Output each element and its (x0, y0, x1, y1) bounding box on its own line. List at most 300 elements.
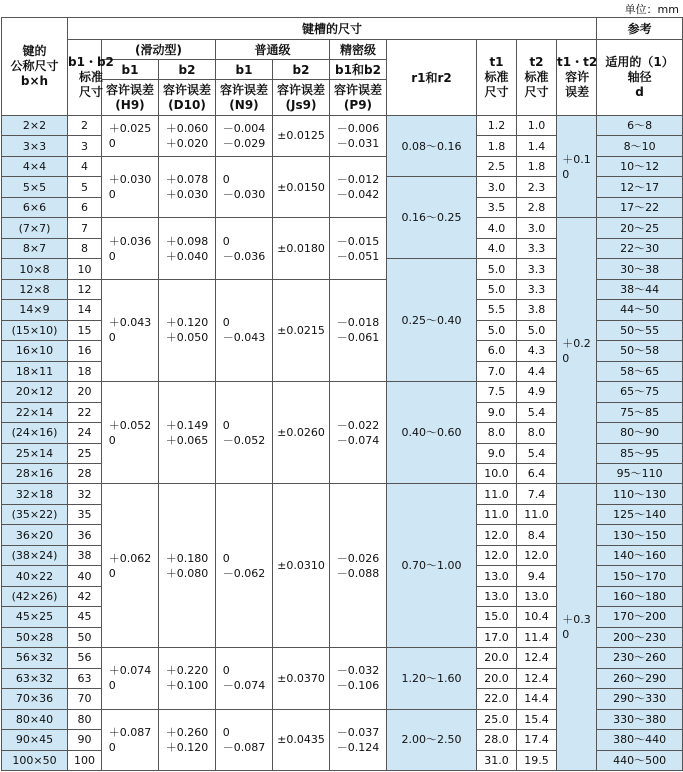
tol-js9-text: ±0.0180 (277, 242, 325, 256)
col-tol-js9: 容许误差 (Js9) (273, 80, 330, 116)
tol-d10 (159, 218, 216, 279)
tol-p9-text: －0.012 －0.042 (336, 173, 380, 202)
tol-js9-text: ±0.0310 (277, 559, 325, 573)
col-tol-d10: 容许误差 (D10) (159, 80, 216, 116)
tol-n9 (216, 382, 273, 484)
key-size-text: 50×28 (15, 630, 54, 644)
key-size-text: (38×24) (11, 549, 58, 563)
t1-value (477, 136, 517, 156)
tol-d10 (159, 484, 216, 648)
tol-d10 (159, 648, 216, 709)
t1-value-text: 5.0 (487, 282, 506, 296)
t2-value-text: 12.4 (524, 651, 549, 665)
shaft-diameter (597, 689, 683, 709)
key-size-text: (42×26) (11, 590, 58, 604)
t2-value-text: 3.3 (527, 242, 546, 256)
col-t2: t2 标准 尺寸 (517, 40, 557, 116)
t2-value (517, 648, 557, 668)
b-standard-text: 63 (77, 671, 92, 685)
shaft-diameter (597, 545, 683, 565)
tol-d10-text: ＋0.180 ＋0.080 (165, 551, 209, 580)
shaft-diameter (597, 750, 683, 770)
b-standard (68, 279, 102, 299)
shaft-diameter (597, 300, 683, 320)
shaft-diameter (597, 668, 683, 688)
shaft-diameter-text: 6～8 (627, 119, 653, 133)
key-size (2, 402, 68, 422)
tol-js9 (273, 156, 330, 217)
t2-value-text: 1.4 (527, 139, 546, 153)
t2-value (517, 689, 557, 709)
t2-value-text: 12.4 (524, 671, 549, 685)
col-groove-dims: 键槽的尺寸 (68, 18, 597, 40)
key-size-text: 28×16 (15, 467, 54, 481)
b-standard-text: 22 (77, 405, 92, 419)
t2-value-text: 11.0 (524, 508, 549, 522)
key-size-text: 100×50 (12, 753, 57, 767)
tol-h9 (102, 116, 159, 157)
key-size-text: (24×16) (11, 426, 58, 440)
tol-n9-text: 0 －0.087 (222, 725, 266, 754)
b-standard (68, 709, 102, 729)
b-standard (68, 341, 102, 361)
key-size-text: 36×20 (15, 528, 54, 542)
t1-value (477, 177, 517, 197)
t2-value (517, 586, 557, 606)
shaft-diameter-text: 200～230 (613, 630, 667, 644)
t2-value-text: 8.4 (527, 528, 546, 542)
tol-n9-text: －0.004 －0.029 (222, 121, 266, 150)
tol-js9-text: ±0.0215 (277, 323, 325, 337)
t2-value-text: 7.4 (527, 487, 546, 501)
t1-value (477, 382, 517, 402)
t1-value-text: 25.0 (484, 712, 509, 726)
shaft-diameter (597, 116, 683, 136)
b-standard (68, 648, 102, 668)
key-size-text: (35×22) (11, 508, 58, 522)
t1-value (477, 320, 517, 340)
t2-value-text: 4.9 (527, 385, 546, 399)
tol-n9 (216, 116, 273, 157)
t1-value-text: 20.0 (484, 651, 509, 665)
t2-value-text: 13.0 (524, 590, 549, 604)
col-shaft-dia: 适用的（1） 轴径 d (597, 40, 683, 116)
t2-value-text: 11.4 (524, 630, 549, 644)
tol-n9-text: 0 －0.036 (222, 234, 266, 263)
t2-value (517, 525, 557, 545)
b-standard-text: 36 (77, 528, 92, 542)
shaft-diameter (597, 238, 683, 258)
key-size (2, 238, 68, 258)
t2-value-text: 4.3 (527, 344, 546, 358)
table-row (2, 116, 683, 136)
t1-value-text: 31.0 (484, 753, 509, 767)
t2-value (517, 136, 557, 156)
tol-p9-text: －0.022 －0.074 (336, 418, 380, 447)
tol-js9 (273, 709, 330, 770)
key-size (2, 627, 68, 647)
shaft-diameter-text: 65～75 (620, 385, 660, 399)
col-t1: t1 标准 尺寸 (477, 40, 517, 116)
col-b2-normal: b2 (273, 60, 330, 80)
key-size (2, 463, 68, 483)
t2-value-text: 3.3 (527, 262, 546, 276)
t-tolerance-text: ＋0.1 0 (562, 152, 591, 181)
shaft-diameter-text: 380～440 (613, 733, 667, 747)
t2-value-text: 14.4 (524, 692, 549, 706)
t1-value (477, 525, 517, 545)
b-standard-text: 80 (77, 712, 92, 726)
b-standard-text: 100 (74, 753, 95, 767)
key-size (2, 586, 68, 606)
b-standard-text: 6 (81, 201, 88, 215)
col-t-tol: t1・t2 容许 误差 (557, 40, 597, 116)
key-size-text: 16×10 (15, 344, 54, 358)
tol-h9 (102, 279, 159, 381)
tol-js9-text: ±0.0370 (277, 671, 325, 685)
t1-value (477, 463, 517, 483)
t2-value-text: 19.5 (524, 753, 549, 767)
t1-value (477, 300, 517, 320)
t1-value (477, 709, 517, 729)
tol-d10 (159, 382, 216, 484)
key-size (2, 423, 68, 443)
t1-value (477, 627, 517, 647)
b-standard-text: 45 (77, 610, 92, 624)
t2-value (517, 463, 557, 483)
key-size (2, 443, 68, 463)
col-tol-n9: 容许误差 (N9) (216, 80, 273, 116)
shaft-diameter-text: 440～500 (613, 753, 667, 767)
t2-value (517, 300, 557, 320)
tol-h9-text: ＋0.052 0 (108, 418, 152, 447)
tol-js9 (273, 648, 330, 709)
key-groove-table (1, 17, 683, 771)
key-size-text: 12×8 (19, 282, 50, 296)
shaft-diameter-text: 230～260 (613, 651, 667, 665)
shaft-diameter (597, 627, 683, 647)
t1-value (477, 197, 517, 217)
b-standard (68, 382, 102, 402)
r-range-text: 0.08～0.16 (401, 139, 462, 153)
b-standard-text: 3 (81, 139, 88, 153)
t2-value (517, 402, 557, 422)
t2-value-text: 10.4 (524, 610, 549, 624)
r-range (387, 116, 477, 177)
t2-value (517, 218, 557, 238)
col-r1r2: r1和r2 (387, 40, 477, 116)
tol-n9 (216, 218, 273, 279)
shaft-diameter-text: 20～25 (620, 221, 660, 235)
t1-value-text: 15.0 (484, 610, 509, 624)
shaft-diameter-text: 85～95 (620, 446, 660, 460)
t1-value-text: 3.5 (487, 201, 506, 215)
t2-value-text: 3.3 (527, 282, 546, 296)
shaft-diameter (597, 361, 683, 381)
t1-value-text: 1.8 (487, 139, 506, 153)
t1-value (477, 484, 517, 504)
key-size-text: 20×12 (15, 385, 54, 399)
key-size-text: 8×7 (22, 242, 47, 256)
tol-d10 (159, 156, 216, 217)
tol-n9-text: 0 －0.043 (222, 316, 266, 345)
t1-value-text: 11.0 (484, 508, 509, 522)
b-standard (68, 463, 102, 483)
tol-d10-text: ＋0.149 ＋0.065 (165, 418, 209, 447)
b-standard (68, 730, 102, 750)
r-range (387, 259, 477, 382)
shaft-diameter-text: 160～180 (613, 590, 667, 604)
t1-value-text: 11.0 (484, 487, 509, 501)
b-standard-text: 5 (81, 180, 88, 194)
shaft-diameter-text: 50～55 (620, 323, 660, 337)
b-standard (68, 218, 102, 238)
t2-value-text: 2.8 (527, 201, 546, 215)
tol-n9 (216, 156, 273, 217)
shaft-diameter-text: 110～130 (613, 487, 667, 501)
b-standard (68, 668, 102, 688)
t2-value (517, 423, 557, 443)
shaft-diameter-text: 38～44 (620, 282, 660, 296)
tol-n9 (216, 709, 273, 770)
key-size (2, 279, 68, 299)
shaft-diameter-text: 8～10 (623, 139, 656, 153)
tol-js9-text: ±0.0150 (277, 180, 325, 194)
t1-value-text: 10.0 (484, 467, 509, 481)
tol-h9 (102, 156, 159, 217)
key-size-text: 25×14 (15, 446, 54, 460)
key-size (2, 689, 68, 709)
t2-value (517, 156, 557, 176)
t2-value-text: 2.3 (527, 180, 546, 194)
shaft-diameter-text: 75～85 (620, 405, 660, 419)
tol-p9 (330, 279, 387, 381)
shaft-diameter (597, 648, 683, 668)
shaft-diameter-text: 17～22 (620, 201, 660, 215)
t2-value-text: 4.4 (527, 364, 546, 378)
tol-d10-text: ＋0.220 ＋0.100 (165, 664, 209, 693)
key-size (2, 525, 68, 545)
key-size (2, 136, 68, 156)
tol-js9-text: ±0.0260 (277, 426, 325, 440)
key-size-text: 80×40 (15, 712, 54, 726)
tol-n9 (216, 484, 273, 648)
r-range-text: 1.20～1.60 (401, 671, 462, 685)
key-size (2, 709, 68, 729)
b-standard-text: 56 (77, 651, 92, 665)
tol-h9-text: ＋0.043 0 (108, 316, 152, 345)
t1-value (477, 259, 517, 279)
t2-value-text: 5.4 (527, 405, 546, 419)
t2-value-text: 5.0 (527, 323, 546, 337)
shaft-diameter (597, 402, 683, 422)
tol-p9 (330, 648, 387, 709)
shaft-diameter-text: 330～380 (613, 712, 667, 726)
b-standard (68, 484, 102, 504)
key-size-text: (7×7) (18, 221, 51, 235)
key-size-text: 5×5 (22, 180, 47, 194)
b-standard-text: 28 (77, 467, 92, 481)
shaft-diameter (597, 259, 683, 279)
tol-h9 (102, 484, 159, 648)
b-standard (68, 545, 102, 565)
table-body (2, 116, 683, 771)
t1-value-text: 1.2 (487, 119, 506, 133)
b-standard-text: 70 (77, 692, 92, 706)
t-tolerance (557, 116, 597, 218)
t1-value (477, 156, 517, 176)
r-range-text: 0.70～1.00 (401, 559, 462, 573)
b-standard-text: 24 (77, 426, 92, 440)
col-sliding: (滑动型) (102, 40, 216, 60)
tol-d10-text: ＋0.260 ＋0.120 (165, 725, 209, 754)
tol-h9 (102, 648, 159, 709)
b-standard (68, 259, 102, 279)
t1-value-text: 22.0 (484, 692, 509, 706)
key-size-text: (15×10) (11, 323, 58, 337)
t2-value (517, 116, 557, 136)
t1-value (477, 545, 517, 565)
t1-value (477, 607, 517, 627)
tol-d10 (159, 116, 216, 157)
t2-value (517, 750, 557, 770)
b-standard-text: 18 (77, 364, 92, 378)
tol-js9 (273, 218, 330, 279)
key-size-text: 56×32 (15, 651, 54, 665)
shaft-diameter (597, 504, 683, 524)
b-standard-text: 15 (77, 323, 92, 337)
t1-value-text: 13.0 (484, 569, 509, 583)
shaft-diameter-text: 260～290 (613, 671, 667, 685)
tol-n9 (216, 279, 273, 381)
col-b2-sliding: b2 (159, 60, 216, 80)
tol-p9 (330, 709, 387, 770)
col-tol-h9: 容许误差 (H9) (102, 80, 159, 116)
shaft-diameter-text: 125～140 (613, 508, 667, 522)
r-range-text: 0.16～0.25 (401, 211, 462, 225)
key-size-text: 45×25 (15, 610, 54, 624)
tol-p9 (330, 382, 387, 484)
t2-value-text: 5.4 (527, 446, 546, 460)
key-size (2, 545, 68, 565)
t1-value (477, 586, 517, 606)
t1-value-text: 6.0 (487, 344, 506, 358)
tol-h9-text: ＋0.062 0 (108, 551, 152, 580)
b-standard-text: 4 (81, 160, 88, 174)
tol-h9 (102, 218, 159, 279)
col-normal: 普通级 (216, 40, 330, 60)
shaft-diameter (597, 279, 683, 299)
t2-value-text: 8.0 (527, 426, 546, 440)
tol-p9-text: －0.015 －0.051 (336, 234, 380, 263)
key-size (2, 116, 68, 136)
col-reference: 参考 (597, 18, 683, 40)
t1-value-text: 9.0 (487, 446, 506, 460)
key-size-text: 14×9 (19, 303, 50, 317)
t2-value (517, 627, 557, 647)
b-standard-text: 50 (77, 630, 92, 644)
key-size (2, 730, 68, 750)
shaft-diameter-text: 130～150 (613, 528, 667, 542)
b-standard (68, 156, 102, 176)
b-standard-text: 14 (77, 303, 92, 317)
t2-value (517, 484, 557, 504)
key-size (2, 648, 68, 668)
t1-value-text: 2.5 (487, 160, 506, 174)
t1-value (477, 238, 517, 258)
t2-value (517, 607, 557, 627)
r-range-text: 0.25～0.40 (401, 313, 462, 327)
shaft-diameter-text: 44～50 (620, 303, 660, 317)
t1-value-text: 9.0 (487, 405, 506, 419)
b-standard (68, 197, 102, 217)
tol-d10-text: ＋0.078 ＋0.030 (165, 173, 209, 202)
t1-value-text: 5.0 (487, 262, 506, 276)
shaft-diameter (597, 136, 683, 156)
b-standard-text: 7 (81, 221, 88, 235)
t2-value (517, 709, 557, 729)
t1-value-text: 12.0 (484, 528, 509, 542)
tol-js9 (273, 116, 330, 157)
b-standard-text: 20 (77, 385, 92, 399)
b-standard-text: 38 (77, 549, 92, 563)
key-size-text: 40×22 (15, 569, 54, 583)
b-standard-text: 16 (77, 344, 92, 358)
t1-value-text: 4.0 (487, 221, 506, 235)
t2-value (517, 259, 557, 279)
shaft-diameter (597, 566, 683, 586)
b-standard (68, 402, 102, 422)
table-row (2, 218, 683, 238)
shaft-diameter-text: 95～110 (616, 467, 663, 481)
b-standard (68, 627, 102, 647)
r-range-text: 0.40～0.60 (401, 426, 462, 440)
b-standard (68, 750, 102, 770)
tol-d10-text: ＋0.098 ＋0.040 (165, 234, 209, 263)
tol-n9-text: 0 －0.074 (222, 664, 266, 693)
tol-h9-text: ＋0.074 0 (108, 664, 152, 693)
r-range (387, 484, 477, 648)
col-b-standard: b1・b2 标准 尺寸 (68, 40, 102, 116)
t-tolerance (557, 218, 597, 484)
t2-value (517, 197, 557, 217)
tol-js9 (273, 484, 330, 648)
shaft-diameter-text: 50～58 (620, 344, 660, 358)
tol-js9 (273, 279, 330, 381)
shaft-diameter (597, 177, 683, 197)
t2-value (517, 382, 557, 402)
col-b1-normal: b1 (216, 60, 273, 80)
t2-value-text: 3.8 (527, 303, 546, 317)
tol-d10 (159, 279, 216, 381)
r-range (387, 382, 477, 484)
shaft-diameter (597, 443, 683, 463)
t-tolerance (557, 484, 597, 771)
tol-p9-text: －0.032 －0.106 (336, 664, 380, 693)
shaft-diameter-text: 150～170 (613, 569, 667, 583)
t1-value (477, 361, 517, 381)
shaft-diameter (597, 484, 683, 504)
t1-value-text: 13.0 (484, 590, 509, 604)
key-size (2, 341, 68, 361)
tol-p9-text: －0.018 －0.061 (336, 316, 380, 345)
shaft-diameter-text: 170～200 (613, 610, 667, 624)
t2-value (517, 443, 557, 463)
shaft-diameter-text: 80～90 (620, 426, 660, 440)
shaft-diameter (597, 607, 683, 627)
tol-n9 (216, 648, 273, 709)
shaft-diameter (597, 423, 683, 443)
